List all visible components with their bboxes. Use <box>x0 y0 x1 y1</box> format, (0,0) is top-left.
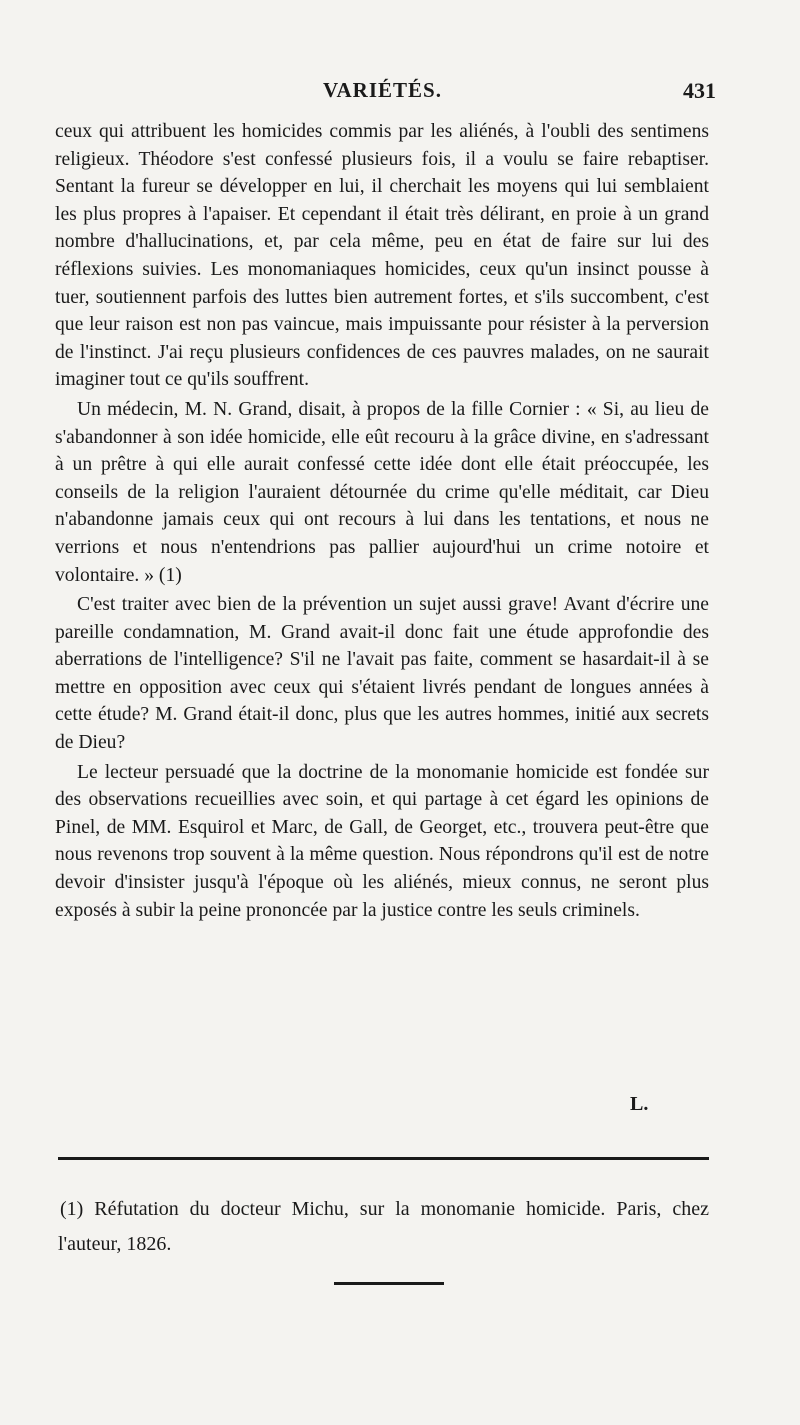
running-title: VARIÉTÉS. <box>323 78 442 102</box>
page-header <box>55 72 716 112</box>
footnote <box>58 1192 709 1262</box>
footnote-text: (1) Réfutation du docteur Michu, sur la monomanie homicide. Paris, chez l'auteur, 1826. <box>58 1198 709 1255</box>
end-ornament-rule <box>334 1282 444 1285</box>
footnote-divider <box>58 1157 709 1160</box>
paragraph-2: Un médecin, M. N. Grand, disait, à propos de la fille Cornier : « Si, au lieu de s'abandonner à son idée homicide, elle eût recouru à la grâce divine, en s'adressant à un prêtre à qui elle aurait confessé cette idée dont elle était préoccupée, les conseils de la religion l'auraient détournée du crime qu'elle méditait, car Dieu n'abandonne jamais ceux qui ont recours à lui dans les tentations, et nous ne verrions et nous n'entendrions pas pallier aujourd'hui un crime notoire et volontaire. » (1) <box>55 398 709 586</box>
paragraph-1: ceux qui attribuent les homicides commis par les aliénés, à l'oubli des sentimens religieux. Théodore s'est confessé plusieurs fois, il a voulu se faire rebaptiser. Sentant la fureur se développer en lui, il cherchait les moyens qui lui semblaient les plus propres à l'apaiser. Et cependant il était très délirant, en proie à un grand nombre d'hallucinations, et, par cela même, peu en état de faire sur lui des réflexions suivies. Les monomaniaques homicides, ceux qu'un insinct pousse à tuer, soutiennent parfois des luttes bien autrement fortes, et s'ils succombent, c'est que leur raison est non pas vaincue, mais impuissante pour résister à la perversion de l'instinct. J'ai reçu plusieurs confidences de ces pauvres malades, on ne saurait imaginer tout ce qu'ils souffrent. <box>55 121 709 391</box>
paragraph-3: C'est traiter avec bien de la prévention un sujet aussi grave! Avant d'écrire une pareille condamnation, M. Grand avait-il donc fait une étude approfondie des aberrations de l'intelligence? S'il ne l'avait pas faite, comment se hasardait-il à se mettre en opposition avec ceux qui s'étaient livrés pendant de longues années à cette étude? M. Grand était-il donc, plus que les autres hommes, initié aux secrets de Dieu? <box>55 594 709 754</box>
page-number: 431 <box>683 78 716 103</box>
paragraph-4: Le lecteur persuadé que la doctrine de la monomanie homicide est fondée sur des observations recueillies avec soin, et qui partage à cet égard les opinions de Pinel, de MM. Esquirol et Marc, de Gall, de Georget, etc., trouvera peut-être que nous revenons trop souvent à la même question. Nous répondrons qu'il est de notre devoir d'insister jusqu'à l'époque où les aliénés, mieux connus, ne seront plus exposés à subir la peine prononcée par la justice contre les seuls criminels. <box>55 761 709 921</box>
body-text <box>55 118 709 924</box>
author-signature: L. <box>630 1093 649 1115</box>
